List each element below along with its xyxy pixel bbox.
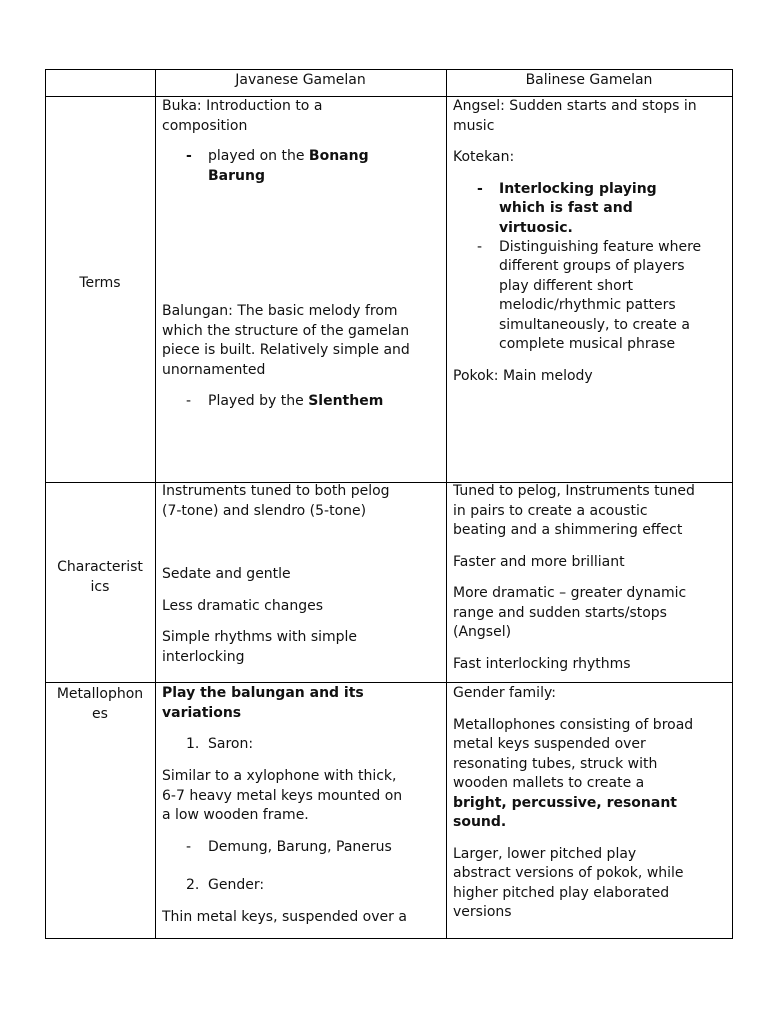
demung-text: Demung, Barung, Panerus: [208, 838, 392, 855]
metallophones-label-line-1: Metallophon: [56, 686, 144, 702]
kotekan-line: Kotekan:: [453, 149, 515, 165]
bullet-text: [208, 392, 383, 412]
saron-item: [162, 735, 444, 755]
terms-balinese-cell: [453, 97, 731, 481]
list-number: 1.: [186, 736, 200, 752]
table-border-left: [45, 69, 46, 939]
similar-line-1: Similar to a xylophone with thick,: [162, 768, 397, 784]
gender-family-line: Gender family:: [453, 685, 556, 701]
row-label-terms: [45, 274, 155, 294]
similar-line-3: a low wooden frame.: [162, 807, 309, 823]
sedate-line: Sedate and gentle: [162, 566, 291, 582]
angsel-line-1: Angsel: Sudden starts and stops in: [453, 98, 697, 114]
less-dramatic-line: Less dramatic changes: [162, 597, 323, 614]
angsel-line-2: music: [453, 117, 495, 134]
play-balungan-line-1: Play the balungan and its: [162, 685, 364, 701]
more-dramatic-line-1: More dramatic – greater dynamic: [453, 585, 687, 601]
bullet-dash: -: [186, 148, 192, 164]
pokok-line: Pokok: Main melody: [453, 367, 593, 384]
tuned-line-2: (7-tone) and slendro (5-tone): [162, 502, 367, 519]
bullet-text: [208, 147, 369, 186]
bullet-text: [499, 180, 657, 239]
slenthem-text: Played by the: [208, 393, 309, 409]
slenthem-bold: Slenthem: [308, 393, 384, 409]
tuned-line-1: Instruments tuned to both pelog: [162, 483, 390, 499]
bullet-dash: -: [186, 393, 192, 409]
header-balinese-text: Balinese Gamelan: [525, 72, 653, 88]
larger-line-3: higher pitched play elaborated: [453, 884, 670, 901]
distinguishing-line-3: play different short: [499, 277, 633, 294]
characteristics-label-line-2: ics: [90, 578, 110, 595]
list-number: 2.: [186, 876, 200, 893]
table-divider-col1: [155, 69, 156, 939]
distinguishing-line-6: complete musical phrase: [499, 336, 676, 352]
header-balinese-cell: [446, 69, 732, 97]
thin-metal-line: Thin metal keys, suspended over a: [162, 908, 407, 925]
balungan-line-4: unornamented: [162, 361, 266, 378]
pelog-line-1: Tuned to pelog, Instruments tuned: [453, 483, 695, 499]
broad-keys-line-1: Metallophones consisting of broad: [453, 716, 694, 733]
broad-keys-line-2: metal keys suspended over: [453, 736, 646, 752]
pelog-line-2: in pairs to create a acoustic: [453, 502, 648, 519]
larger-line-1: Larger, lower pitched play: [453, 845, 637, 862]
metallophones-balinese-cell: [453, 684, 731, 937]
header-empty-cell: [45, 69, 155, 97]
bright-sound-line-1: bright, percussive, resonant: [453, 794, 677, 811]
larger-line-4: versions: [453, 904, 512, 920]
pelog-line-3: beating and a shimmering effect: [453, 522, 683, 538]
header-javanese-cell: [155, 69, 446, 97]
distinguishing-line-5: simultaneously, to create a: [499, 316, 690, 333]
barung-bold: Barung: [208, 167, 265, 184]
bullet-dash: -: [477, 180, 483, 197]
characteristics-balinese-cell: [453, 482, 731, 681]
more-dramatic-line-2: range and sudden starts/stops: [453, 604, 667, 621]
bonang-bullet: [162, 147, 444, 186]
bullet-dash: -: [186, 838, 192, 855]
spacer: [162, 186, 444, 302]
gender-item: [162, 876, 444, 896]
header-javanese-text: Javanese Gamelan: [235, 72, 366, 88]
distinguishing-line-1: Distinguishing feature where: [499, 238, 702, 255]
row-label-metallophones: [45, 685, 155, 724]
gender-text: Gender:: [208, 876, 265, 893]
broad-keys-line-3: resonating tubes, struck with: [453, 755, 658, 772]
characteristics-label-line-1: Characterist: [57, 559, 143, 575]
saron-text: Saron:: [208, 736, 254, 752]
simple-rhythms-line-1: Simple rhythms with simple: [162, 629, 358, 645]
interlocking-line-3: virtuosic.: [499, 219, 573, 236]
metallophones-label-line-2: es: [92, 705, 108, 722]
more-dramatic-line-3: (Angsel): [453, 624, 512, 640]
bonang-text: played on the: [208, 148, 309, 164]
characteristics-javanese-cell: [162, 482, 444, 681]
fast-interlocking-line: Fast interlocking rhythms: [453, 655, 631, 672]
larger-line-2: abstract versions of pokok, while: [453, 865, 684, 881]
terms-label-text: Terms: [79, 275, 121, 291]
distinguishing-line-2: different groups of players: [499, 258, 685, 274]
interlocking-bullet: [453, 180, 731, 238]
table-border-right: [732, 69, 733, 939]
simple-rhythms-line-2: interlocking: [162, 648, 245, 665]
balungan-line-2: which the structure of the gamelan: [162, 322, 410, 339]
bullet-text: [499, 238, 701, 355]
play-balungan-line-2: variations: [162, 704, 242, 721]
buka-line-2: composition: [162, 117, 248, 134]
distinguishing-bullet: [453, 238, 731, 355]
balungan-line-1: Balungan: The basic melody from: [162, 303, 398, 319]
row-label-characteristics: [45, 558, 155, 597]
bonang-bold: Bonang: [308, 148, 369, 164]
distinguishing-line-4: melodic/rhythmic patters: [499, 297, 676, 313]
slenthem-bullet: [162, 392, 444, 412]
interlocking-line-2: which is fast and: [499, 200, 633, 216]
buka-line-1: Buka: Introduction to a: [162, 98, 323, 114]
metallophones-javanese-cell: [162, 684, 444, 937]
demung-bullet: [162, 838, 444, 858]
faster-line: Faster and more brilliant: [453, 553, 625, 570]
interlocking-line-1: Interlocking playing: [499, 180, 657, 197]
table-divider-row2: [45, 682, 733, 683]
similar-line-2: 6-7 heavy metal keys mounted on: [162, 787, 403, 804]
bright-sound-line-2: sound.: [453, 814, 507, 830]
terms-javanese-cell: [162, 97, 444, 481]
balungan-line-3: piece is built. Relatively simple and: [162, 342, 410, 358]
broad-keys-line-4: wooden mallets to create a: [453, 775, 645, 791]
table-border-bottom: [45, 938, 733, 939]
table-divider-col2: [446, 69, 447, 939]
bullet-dash: -: [477, 238, 483, 255]
